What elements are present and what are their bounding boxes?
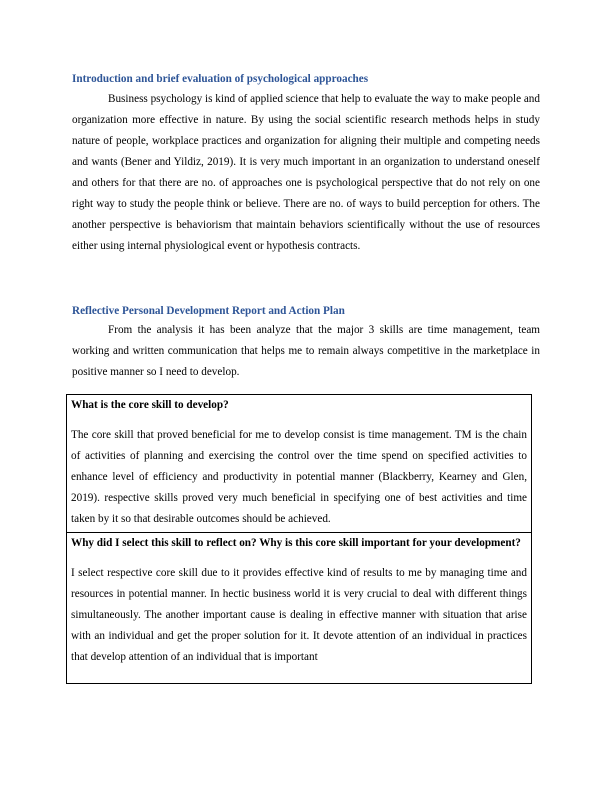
table-row [67,533,532,684]
table-answer: The core skill that proved beneficial for me to develop consist is time management. TM is the chain of activities of planning and exercising the control over the time spend on specified activities to enhance level of efficiency and productivity in potential manner (Blackberry, Kearney and Glen, 2019). respective skills proved very much beneficial in specifying one of best activities and time taken by it so that desirable outcomes should be achieved. [71,429,527,525]
table-answer: I select respective core skill due to it provides effective kind of results to me by managing time and resources in potential manner. In hectic business world it is very crucial to deal with different things simultaneously. The another important cause is dealing in effective manner with situation that arise with an individual and get the proper solution for it. It devote attention of an individual in practices that develop attention of an individual that is important [71,567,527,663]
table-cell [67,533,532,684]
table-row [67,395,532,533]
table-question: What is the core skill to develop? [71,399,229,411]
reflective-paragraph: From the analysis it has been analyze that the major 3 skills are time management, team working and written communication that helps me to remain always competitive in the marketplace in positive manner so I need to develop. [72,324,540,378]
skill-reflection-table [66,394,532,684]
section-heading-introduction: Introduction and brief evaluation of psychological approaches [72,73,369,85]
table-question: Why did I select this skill to reflect on? Why is this core skill important for your development? [71,537,521,549]
table-cell [67,395,532,533]
intro-paragraph: Business psychology is kind of applied science that help to evaluate the way to make people and organization more effective in nature. By using the social scientific research methods helps in study nature of people, workplace practices and organization for aligning their multiple and competing needs and wants (Bener and Yildiz, 2019). It is very much important in an organization to understand oneself and others for that there are no. of approaches one is psychological perspective that do not rely on one right way to study the people think or believe. There are no. of ways to build perception for others. The another perspective is behaviorism that maintain behaviors scientifically without the use of resources either using internal physiological event or hypothesis contracts. [72,93,540,252]
section-heading-reflective-report: Reflective Personal Development Report and Action Plan [72,305,345,317]
